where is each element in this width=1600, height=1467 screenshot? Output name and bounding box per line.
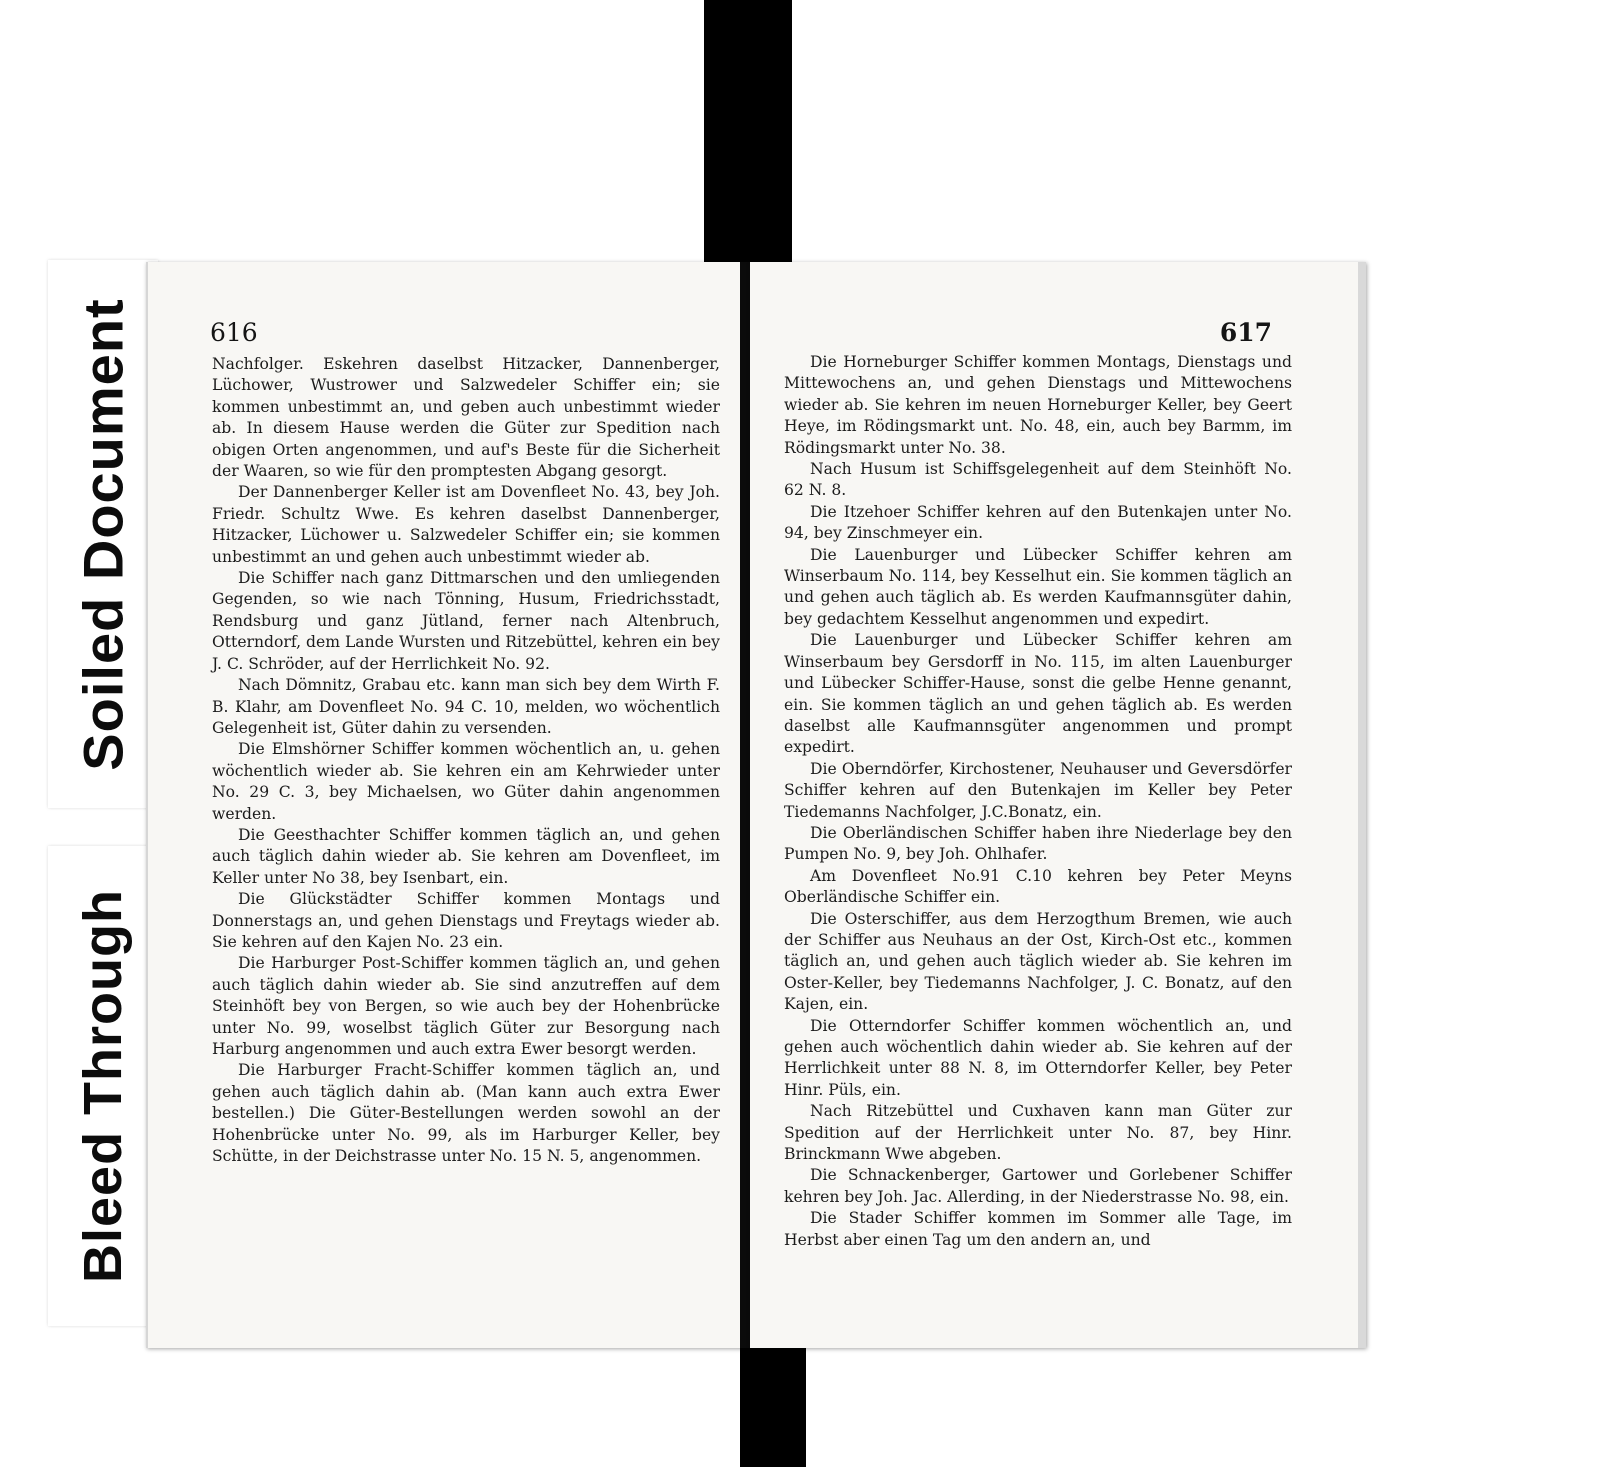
paragraph: Die Geesthachter Schiffer kommen täglich an, und gehen auch täglich dahin wieder ab. Sie kehren am Dovenfleet, im Keller unter No 38, bey Isenbart, ein. [212,825,720,887]
left-page [146,262,744,1348]
paragraph: Die Oberländischen Schiffer haben ihre Niederlage bey den Pumpen No. 9, bey Joh. Ohlhafer. [784,823,1292,864]
paragraph: Die Osterschiffer, aus dem Herzogthum Bremen, wie auch der Schiffer aus Neuhaus an der Ost, Kirch-Ost etc., kommen täglich an, und gehen auch täglich wieder ab. Sie kehren im Oster-Keller, bey Tiedemanns Nachfolger, J. C. Bonatz, auf den Kajen, ein. [784,909,1292,1014]
paragraph: Der Dannenberger Keller ist am Dovenfleet No. 43, bey Joh. Friedr. Schultz Wwe. Es kehren daselbst Dannenberger, Hitzacker, Lüchower u. Salzwedeler Schiffer ein; sie kommen unbestimmt an und gehen auch unbestimmt wieder ab. [212,483,720,566]
paragraph: Die Oberndörfer, Kirchostener, Neuhauser und Geversdörfer Schiffer kehren auf den Butenkajen im Keller bey Peter Tiedemanns Nachfolger, J.C.Bonatz, ein. [784,759,1292,821]
page-number-left: 616 [210,318,258,347]
paragraph: Die Horneburger Schiffer kommen Montags, Dienstags und Mittewochens an, und gehen Dienstags und Mittewochens wieder ab. Sie kehren im neuen Horneburger Keller, bey Geert Heye, im Rödingsmarkt unt. No. 48, ein, auch bey Barmm, im Rödingsmarkt unter No. 38. [784,353,1292,457]
paragraph: Die Schnackenberger, Gartower und Gorlebener Schiffer kehren bey Joh. Jac. Allerding, in der Niederstrasse No. 98, ein. [784,1166,1292,1206]
paragraph: Nach Husum ist Schiffsgelegenheit auf dem Steinhöft No. 62 N. 8. [784,460,1292,500]
book-gutter [740,262,750,1348]
bleed-through-label: Bleed Through [73,889,134,1283]
soiled-document-label-panel [48,260,158,808]
paragraph: Die Itzehoer Schiffer kehren auf den Butenkajen unter No. 94, bey Zinschmeyer ein. [784,502,1292,543]
paragraph: Die Harburger Post-Schiffer kommen täglich an, und gehen auch täglich dahin wieder ab. Sie sind anzutreffen auf dem Steinhöft bey von Bergen, so wie auch bey der Hohenbrücke unter No. 99, woselbst täglich Güter zur Besorgung nach Harburg angenommen und auch extra Ewer besorgt werden. [212,954,720,1058]
paragraph: Nachfolger. Eskehren daselbst Hitzacker, Dannenberger, Lüchower, Wustrower und Salzwedeler Schiffer ein; sie kommen unbestimmt an, und geben auch unbestimmt wieder ab. In diesem Hause werden die Güter zur Spedition nach obigen Orten angenommen, und auf's Beste für die Sicherheit der Waaren, so wie für den promptesten Abgang gesorgt. [212,355,720,481]
paragraph: Die Lauenburger und Lübecker Schiffer kehren am Winserbaum No. 114, bey Kesselhut ein. Sie kommen täglich an und gehen auch täglich ab. Es werden Kaufmannsgüter dahin, bey gedachtem Kesselhut angenommen und expedirt. [784,545,1292,628]
paragraph: Nach Ritzebüttel und Cuxhaven kann man Güter zur Spedition auf der Herrlichkeit unter No. 87, bey Hinr. Brinckmann Wwe abgeben. [784,1102,1292,1164]
soiled-document-label: Soiled Document [71,297,135,771]
paragraph: Am Dovenfleet No.91 C.10 kehren bey Peter Meyns Oberländische Schiffer ein. [784,866,1292,907]
left-page-text [212,354,720,1167]
paragraph: Die Stader Schiffer kommen im Sommer alle Tage, im Herbst aber einen Tag um den andern an, und [784,1209,1292,1249]
right-page [750,262,1366,1348]
binding-strip-top [704,0,792,262]
paragraph: Die Elmshörner Schiffer kommen wöchentlich an, u. gehen wöchentlich wieder ab. Sie kehren ein am Kehrwieder unter No. 29 C. 3, bey Michaelsen, wo Güter dahin angenommen werden. [212,740,720,823]
paragraph: Die Schiffer nach ganz Dittmarschen und den umliegenden Gegenden, so wie nach Tönning, Husum, Friedrichsstadt, Rendsburg und ganz Jütland, ferner nach Altenbruch, Otterndorf, dem Lande Wursten und Ritzebüttel, kehren ein bey J. C. Schröder, auf der Herrlichkeit No. 92. [212,569,720,673]
paragraph: Die Harburger Fracht-Schiffer kommen täglich an, und gehen auch täglich dahin ab. (Man kann auch extra Ewer bestellen.) Die Güter-Bestellungen werden sowohl an der Hohenbrücke unter No. 99, als im Harburger Keller, bey Schütte, in der Deichstrasse unter No. 15 N. 5, angenommen. [212,1061,720,1166]
page-number-right: 617 [1219,318,1272,347]
right-page-text [784,352,1292,1251]
paragraph: Die Glückstädter Schiffer kommen Montags und Donnerstags an, und gehen Dienstags und Freytags wieder ab. Sie kehren auf den Kajen No. 23 ein. [212,890,720,951]
paragraph: Die Otterndorfer Schiffer kommen wöchentlich an, und gehen auch wöchentlich dahin wieder ab. Sie kehren auf der Herrlichkeit unter 88 N. 8, im Otterndorfer Keller, bey Peter Hinr. Püls, ein. [784,1016,1292,1099]
paragraph: Die Lauenburger und Lübecker Schiffer kehren am Winserbaum bey Gersdorff in No. 115, im alten Lauenburger und Lübecker Schiffer-Hause, sonst die gelbe Henne genannt, ein. Sie kommen täglich an und gehen täglich ab. Es werden daselbst alle Kaufmannsgüter angenommen und prompt expedirt. [784,631,1292,757]
paragraph: Nach Dömnitz, Grabau etc. kann man sich bey dem Wirth F. B. Klahr, am Dovenfleet No. 94 C. 10, melden, wo wöchentlich Gelegenheit ist, Güter dahin zu versenden. [212,676,720,737]
bleed-through-label-panel [48,846,158,1326]
binding-strip-bottom [740,1330,806,1467]
